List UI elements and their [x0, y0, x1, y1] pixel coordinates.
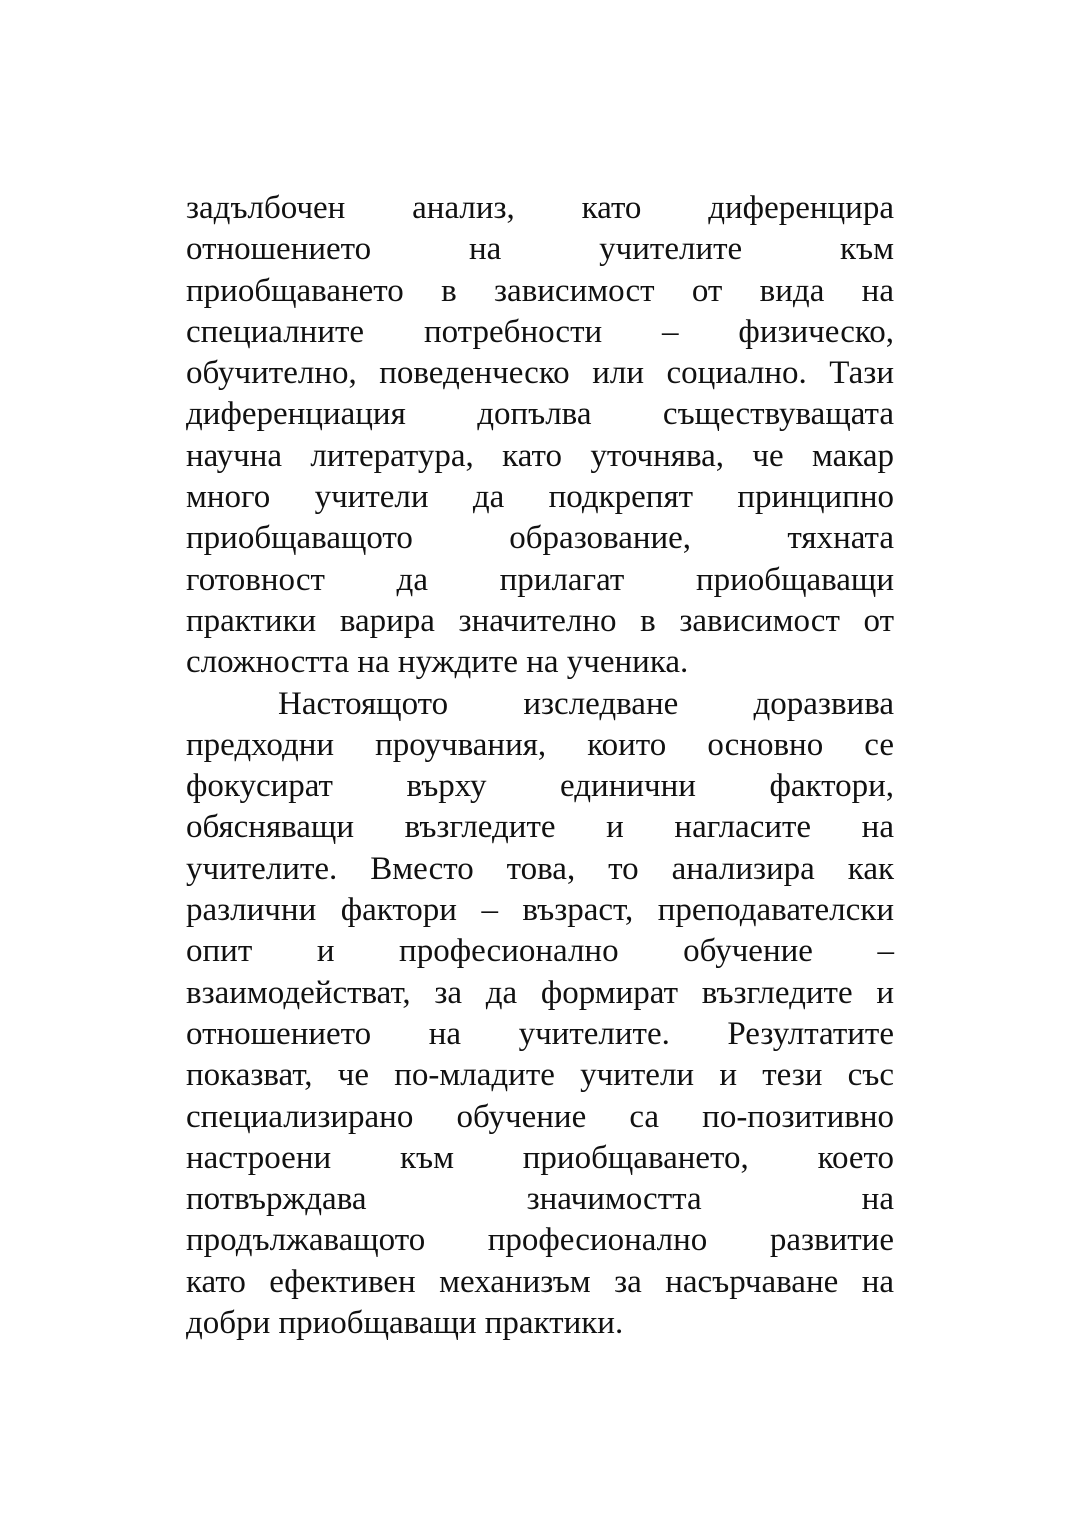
- text-line: предходни проучвания, които основно се: [186, 726, 894, 763]
- text-line: специалните потребности – физическо,: [186, 313, 894, 350]
- text-line: отношението на учителите. Резултатите: [186, 1015, 894, 1052]
- text-line: добри приобщаващи практики.: [186, 1305, 624, 1342]
- text-line: като ефективен механизъм за насърчаване на: [186, 1263, 894, 1300]
- text-line: специализирано обучение са по-позитивно: [186, 1098, 894, 1135]
- text-line: продължаващото професионално развитие: [186, 1222, 894, 1259]
- text-line: различни фактори – възраст, преподавателски: [186, 892, 894, 929]
- text-line: показват, че по-младите учители и тези със: [186, 1057, 894, 1094]
- text-line: взаимодействат, за да формират възгледите и: [186, 974, 894, 1011]
- text-line: приобщаващото образование, тяхната: [186, 520, 894, 557]
- text-line: много учители да подкрепят принципно: [186, 479, 894, 516]
- text-line: обясняващи възгледите и нагласите на: [186, 809, 894, 846]
- text-line: задълбочен анализ, като диференцира: [186, 190, 894, 226]
- text-line: потвърждава значимостта на: [186, 1181, 894, 1218]
- text-line: обучително, поведенческо или социално. Тази: [186, 355, 894, 392]
- text-line: практики варира значително в зависимост от: [186, 602, 894, 639]
- text-line: научна литература, като уточнява, че макар: [186, 437, 894, 474]
- text-line: отношението на учителите към: [186, 231, 894, 268]
- text-line: опит и професионално обучение –: [186, 933, 894, 970]
- text-line: готовност да прилагат приобщаващи: [186, 561, 894, 598]
- text-line: приобщаването в зависимост от вида на: [186, 272, 894, 309]
- text-line: диференциация допълва съществуващата: [186, 396, 894, 433]
- text-line: учителите. Вместо това, то анализира как: [186, 850, 894, 887]
- body-text: [186, 188, 894, 1344]
- text-line: Настоящото изследване доразвива: [278, 685, 894, 722]
- text-line: настроени към приобщаването, което: [186, 1139, 894, 1176]
- paragraph-2: [186, 684, 894, 1345]
- paragraph-1: [186, 188, 894, 684]
- text-line: фокусират върху единични фактори,: [186, 768, 894, 805]
- text-line: сложността на нуждите на ученика.: [186, 644, 689, 681]
